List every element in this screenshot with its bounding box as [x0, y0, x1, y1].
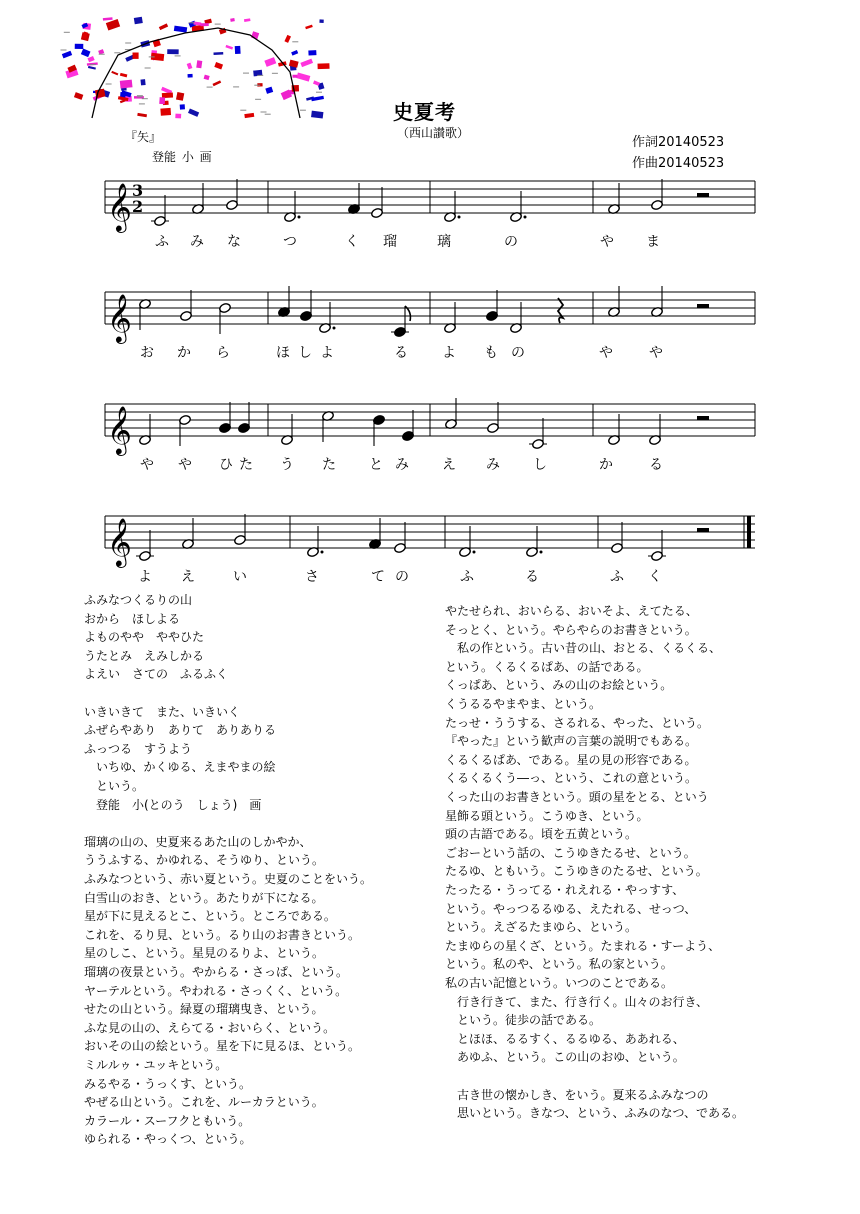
lyric-syllable: た [322, 457, 336, 473]
confetti-piece [264, 57, 276, 67]
text-line: いちゆ、かくゆる、えまやまの絵 [84, 760, 276, 775]
confetti-piece [159, 23, 168, 30]
confetti-piece [160, 108, 171, 116]
lyric-syllable: や [140, 457, 154, 473]
text-line: おいその山の絵という。星を下に見るほ、という。 [84, 1039, 361, 1054]
note [608, 183, 621, 215]
lyric-syllable: い [233, 569, 247, 585]
lyric-syllable: し [533, 457, 547, 473]
note [651, 286, 664, 318]
time-signature-bottom: 2 [132, 197, 144, 216]
text-line: 私の作という。古い昔の山、おとる、くるくる、 [445, 641, 722, 656]
note-dot [321, 551, 324, 554]
text-line: カラール・スーフクともいう。 [84, 1113, 251, 1128]
note [486, 290, 499, 322]
lyric-syllable: し [298, 345, 312, 361]
text-line: 『やった』という歓声の言葉の説明でもある。 [445, 734, 698, 749]
final-barline [747, 516, 751, 548]
lyric-syllable: や [600, 234, 614, 250]
confetti-piece [296, 72, 310, 81]
text-line: 古き世の懐かしき、をいう。夏来るふみなつの [445, 1087, 709, 1102]
note-dot [473, 551, 476, 554]
lyric-syllable: ほ [276, 345, 290, 361]
lyric-syllable: や [599, 345, 613, 361]
confetti-piece [235, 46, 241, 54]
lyric-syllable: ふ [155, 234, 169, 250]
note [371, 187, 384, 219]
lyric-syllable: み [190, 234, 204, 250]
text-line: そっとく、という。やらやらのお書きという。 [445, 622, 697, 637]
lyric-syllable: く [345, 234, 359, 250]
note [444, 191, 461, 223]
note [182, 518, 195, 550]
note-dot [298, 216, 301, 219]
text-line: 頭の古語である。頃を五黄という。 [445, 827, 638, 842]
confetti-piece [265, 87, 273, 94]
text-line: やぜる山という。これを、ルーカラという。 [84, 1095, 324, 1110]
confetti-piece [159, 97, 165, 104]
note-dot [333, 327, 336, 330]
note [219, 302, 232, 334]
text-line: ふっつる すうよう [84, 741, 193, 756]
confetti-piece [230, 18, 235, 22]
text-line: やたせられ、おいらる、おいそよ、えてたる、 [445, 604, 698, 618]
confetti-piece [62, 51, 72, 59]
confetti-piece [162, 93, 173, 99]
confetti-piece [87, 56, 94, 62]
text-line: くうるるやまやま、という。 [445, 697, 602, 711]
note [226, 179, 239, 211]
text-line: ふみなつくるりの山 [84, 593, 193, 607]
confetti-piece [188, 109, 199, 117]
note [307, 526, 324, 558]
text-line: 思いという。きなつ、という、ふみのなつ、である。 [445, 1106, 745, 1121]
text-line: よえい さての ふるふく [84, 667, 229, 682]
time-signature-top: 3 [132, 181, 144, 200]
half-rest [697, 416, 709, 420]
text-line: たまゆらの星くざ、という。たまれる・すーよう、 [445, 938, 721, 953]
treble-clef: 𝄞 [107, 405, 132, 454]
confetti-piece [214, 62, 223, 69]
text-line: みるやる・うっくす、という。 [84, 1076, 252, 1091]
lyric-syllable: 璃 [437, 234, 451, 250]
staff-system [0, 506, 860, 566]
text-line: くるくるぱあ、である。星の見の形容である。 [445, 752, 697, 767]
note [139, 414, 152, 446]
confetti-piece [188, 74, 193, 78]
lyric-syllable: た [239, 457, 253, 473]
text-line: ううふする、かゆれる、そうゆり、という。 [84, 853, 325, 868]
text-line: ミルルゥ・ユッキという。 [84, 1058, 228, 1072]
lyric-syllable: よ [138, 569, 152, 585]
confetti-piece [319, 19, 323, 23]
note [459, 526, 476, 558]
author-name: 登能 小 画 [152, 150, 212, 164]
confetti-piece [88, 66, 96, 70]
lyric-syllable: る [394, 345, 408, 361]
note [373, 414, 386, 446]
text-line: 瑠璃の夜景という。やからる・さっぱ、という。 [84, 965, 349, 979]
text-line: いきいきて また、いきいく [84, 704, 241, 719]
note [529, 418, 547, 450]
confetti-piece [167, 49, 178, 54]
text-line: くった山のお書きという。頭の星をとる、という [445, 790, 709, 804]
note [608, 414, 621, 446]
note [136, 530, 154, 562]
confetti-piece [87, 62, 98, 65]
text-line: 瑠璃の山の、史夏来るあた山のしかやか、 [84, 834, 312, 849]
lyric-syllable: ふ [460, 569, 474, 585]
text-line: という。 [84, 779, 145, 793]
note [319, 302, 336, 334]
confetti-piece [174, 26, 187, 33]
lyric-syllable: る [525, 569, 539, 585]
confetti-piece [284, 35, 291, 43]
lyric-syllable: か [599, 457, 613, 473]
staff-system [0, 282, 860, 342]
note [238, 402, 251, 434]
lyric-syllable: つ [283, 234, 297, 250]
note [402, 410, 415, 442]
confetti-piece [81, 49, 91, 58]
half-rest [697, 528, 709, 532]
lyric-syllable: や [649, 345, 663, 361]
confetti-piece [176, 92, 184, 101]
text-line: たるゆ、ともいう。こうゆきのたるせ、という。 [445, 864, 708, 879]
confetti-piece [305, 25, 313, 30]
text-line: という。徒歩の話である。 [445, 1013, 602, 1028]
lyric-syllable: な [227, 234, 241, 250]
lyric-syllable: み [486, 457, 500, 473]
confetti-piece [180, 104, 185, 109]
staff-system [0, 394, 860, 454]
lyric-syllable: え [181, 569, 195, 585]
confetti-piece [311, 96, 324, 102]
confetti-piece [292, 75, 297, 78]
confetti-piece [75, 44, 84, 49]
song-title: 史夏考 [393, 100, 456, 124]
text-line: ヤーテルという。やわれる・さっくく、という。 [84, 983, 348, 998]
lyric-syllable: さ [305, 569, 319, 585]
lyric-syllable: ふ [610, 569, 624, 585]
confetti-piece [291, 50, 298, 56]
lyric-syllable: も [484, 345, 498, 361]
text-line: ふぜらやあり ありて ありありる [84, 723, 277, 738]
confetti-piece [111, 71, 118, 76]
text-line: という。私のや、という。私の家という。 [445, 957, 673, 972]
note [526, 526, 543, 558]
text-line: よものやや ややひた [84, 630, 205, 645]
note [510, 302, 523, 334]
text-line: おから ほしよる [84, 611, 181, 626]
text-line: 登能 小(とのう しょう) 画 [84, 797, 262, 812]
lyric-syllable: み [395, 457, 409, 473]
note [278, 286, 291, 318]
text-line: 行き行きて、また、行き行く。山々のお行き、 [445, 994, 709, 1009]
lyric-syllable: よ [442, 345, 456, 361]
lyric-syllable: の [511, 345, 525, 361]
staff-system [0, 171, 860, 231]
note [180, 290, 193, 322]
lyric-syllable: の [504, 234, 518, 250]
lyric-syllable: え [442, 457, 456, 473]
confetti-piece [212, 80, 221, 86]
note [445, 398, 458, 430]
text-line: とほほ、るるすく、るるゆる、ああれる、 [445, 1031, 685, 1046]
lyric-syllable: お [140, 345, 154, 361]
text-line: くっぱあ、という、みの山のお絵という。 [445, 678, 673, 693]
treble-clef: 𝄞 [107, 517, 132, 566]
music-credit: 作曲20140523 [632, 156, 725, 171]
note [391, 306, 410, 338]
confetti-piece [317, 63, 329, 69]
text-line: せたの山という。緑夏の瑠璃曳き、という。 [84, 1002, 324, 1017]
text-line: 星が下に見えるとこ、という。ところである。 [84, 909, 336, 924]
confetti-piece [187, 63, 193, 70]
confetti-piece [311, 111, 323, 119]
confetti-piece [308, 50, 316, 55]
note [179, 414, 192, 446]
text-line: 星のしこ、という。星見のるりよ、という。 [84, 946, 325, 961]
confetti-piece [196, 60, 202, 68]
note [444, 302, 457, 334]
text-line: これを、るり見、という。るり山のお書きという。 [84, 927, 361, 942]
lyric-syllable: と [369, 457, 383, 473]
confetti-piece [201, 23, 209, 26]
half-rest [697, 193, 709, 197]
text-line: ごおーという話の、こうゆきたるせ、という。 [445, 845, 696, 860]
confetti-piece [313, 80, 320, 85]
note [394, 522, 407, 554]
text-line: ゆられる・やっくつ、という。 [84, 1132, 252, 1147]
confetti-piece [74, 92, 83, 100]
confetti-piece [120, 80, 133, 89]
note [139, 298, 152, 330]
lyric-syllable: て [371, 569, 385, 585]
confetti-piece [244, 18, 251, 22]
confetti-piece [133, 53, 139, 59]
note-dot [540, 551, 543, 554]
lyric-syllable: る [649, 457, 663, 473]
text-line: たったる・うってる・れえれる・やっすす、 [445, 883, 685, 897]
lyric-syllable: ら [216, 345, 230, 361]
note [510, 191, 527, 223]
lyric-syllable: く [648, 569, 662, 585]
quarter-rest [558, 298, 563, 323]
note [219, 402, 232, 434]
lyric-syllable: の [395, 569, 409, 585]
lyric-syllable: ひ [219, 457, 233, 473]
note [651, 179, 664, 211]
note [348, 183, 361, 215]
note [608, 286, 621, 318]
lyric-syllable: ま [646, 234, 660, 250]
note [648, 530, 666, 562]
note [284, 191, 301, 223]
note-dot [458, 216, 461, 219]
text-line: という。くるくるぱあ、の話である。 [445, 659, 649, 674]
confetti-piece [103, 17, 113, 20]
note-dot [524, 216, 527, 219]
note [151, 195, 169, 227]
text-line: くるくるくう―っ、という、これの意という。 [445, 771, 698, 786]
confetti-piece [204, 75, 210, 81]
text-line: という。えざるたまゆら、という。 [445, 920, 638, 935]
text-line: ふな見の山の、えらてる・おいらく、という。 [84, 1020, 336, 1035]
text-line: 白雪山のおき、という。あたりが下になる。 [84, 890, 324, 905]
note [300, 290, 313, 322]
treble-clef: 𝄞 [107, 182, 132, 231]
text-line: うたとみ えみしかる [84, 648, 205, 663]
half-rest [697, 304, 709, 308]
text-line: 星飾る頭という。こうゆき、という。 [445, 808, 649, 823]
confetti-piece [225, 45, 233, 50]
note [649, 414, 662, 446]
lyric-syllable: う [280, 457, 294, 473]
note [611, 522, 624, 554]
text-line: ふみなつという、赤い夏という。史夏のことをいう。 [84, 872, 373, 886]
lyric-syllable: 瑠 [383, 234, 397, 250]
text-line: という。やっつるるゆる、えたれる、せっつ、 [445, 901, 697, 916]
series-mark: 『矢』 [125, 130, 162, 144]
lyric-syllable: よ [320, 345, 334, 361]
treble-clef: 𝄞 [107, 293, 132, 342]
confetti-logo [0, 0, 340, 130]
note [369, 518, 382, 550]
confetti-piece [213, 52, 223, 55]
lyric-syllable: か [177, 345, 191, 361]
confetti-piece [134, 17, 143, 24]
song-subtitle: （西山讃歌） [397, 126, 470, 140]
note [281, 414, 294, 446]
note [192, 183, 205, 215]
text-line: あゆふ、という。この山のおゆ、という。 [445, 1050, 685, 1065]
note [322, 410, 335, 442]
text-line: 私の古い記憶という。いつのことである。 [445, 976, 674, 990]
confetti-piece [140, 79, 145, 85]
confetti-piece [244, 113, 254, 118]
lyric-syllable: や [178, 457, 192, 473]
note [487, 402, 500, 434]
confetti-piece [106, 19, 120, 30]
confetti-piece [137, 113, 147, 117]
note [234, 514, 247, 546]
confetti-piece [175, 114, 181, 119]
confetti-piece [300, 59, 313, 68]
confetti-piece [120, 73, 127, 78]
lyrics-credit: 作詞20140523 [632, 135, 725, 150]
text-line: たっせ・ううする、さるれる、やった、という。 [445, 715, 710, 730]
